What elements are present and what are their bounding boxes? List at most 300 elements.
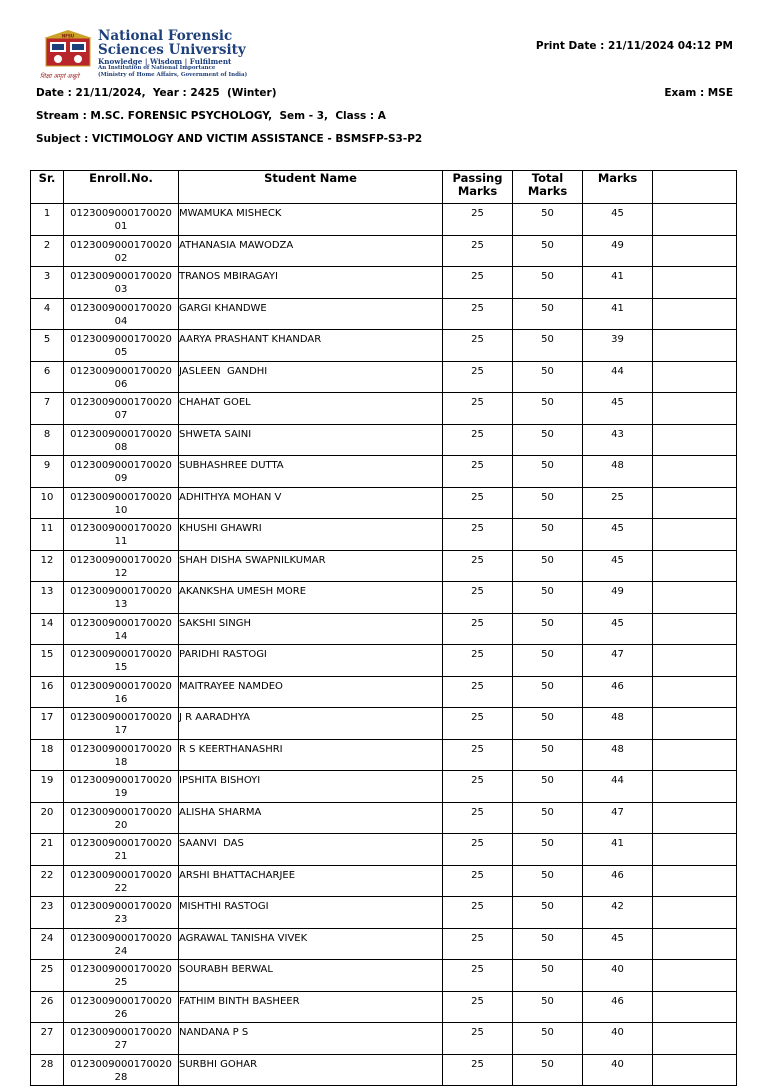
- cell-student-name: MAITRAYEE NAMDEO: [179, 676, 443, 708]
- cell-passing-marks: 25: [443, 708, 513, 740]
- cell-enroll: [64, 865, 179, 897]
- cell-passing-marks: 25: [443, 235, 513, 267]
- cell-total-marks: 50: [513, 960, 583, 992]
- col-header-total-line1: Total: [531, 171, 564, 185]
- cell-marks: 40: [583, 960, 653, 992]
- cell-sr: 15: [31, 645, 64, 677]
- enroll-number-main: 0123009000170020: [70, 806, 172, 818]
- cell-enroll: [64, 897, 179, 929]
- cell-total-marks: 50: [513, 676, 583, 708]
- enroll-number-suffix: 25: [114, 977, 128, 988]
- enroll-number-suffix: 15: [114, 662, 128, 673]
- cell-enroll: [64, 267, 179, 299]
- hindi-motto: शिक्षा अमृतं अश्नुते: [40, 73, 80, 80]
- cell-enroll: [64, 330, 179, 362]
- table-row: [31, 298, 737, 330]
- cell-student-name: CHAHAT GOEL: [179, 393, 443, 425]
- cell-student-name: SUBHASHREE DUTTA: [179, 456, 443, 488]
- university-name-line1: National Forensic: [98, 28, 233, 44]
- stream-line: Stream : M.SC. FORENSIC PSYCHOLOGY, Sem - 3, Class : A: [36, 110, 386, 122]
- table-row: [31, 456, 737, 488]
- cell-student-name: PARIDHI RASTOGI: [179, 645, 443, 677]
- cell-marks: 45: [583, 204, 653, 236]
- cell-passing-marks: 25: [443, 361, 513, 393]
- marks-table: [30, 170, 737, 1086]
- cell-total-marks: 50: [513, 771, 583, 803]
- cell-passing-marks: 25: [443, 519, 513, 551]
- cell-enroll: [64, 1023, 179, 1055]
- cell-total-marks: 50: [513, 330, 583, 362]
- cell-passing-marks: 25: [443, 1054, 513, 1086]
- cell-total-marks: 50: [513, 928, 583, 960]
- col-header-total: [513, 171, 583, 204]
- cell-student-name: SAKSHI SINGH: [179, 613, 443, 645]
- col-header-passing-line2: Marks: [457, 184, 498, 198]
- cell-sr: 9: [31, 456, 64, 488]
- enroll-number-suffix: 13: [114, 599, 128, 610]
- cell-enroll: [64, 960, 179, 992]
- cell-marks: 41: [583, 834, 653, 866]
- table-row: [31, 582, 737, 614]
- table-row: [31, 928, 737, 960]
- cell-passing-marks: 25: [443, 928, 513, 960]
- cell-passing-marks: 25: [443, 582, 513, 614]
- cell-passing-marks: 25: [443, 676, 513, 708]
- enroll-number-suffix: 02: [114, 252, 128, 264]
- cell-enroll: [64, 802, 179, 834]
- cell-extra: [653, 645, 737, 677]
- table-row: [31, 834, 737, 866]
- cell-enroll: [64, 676, 179, 708]
- cell-extra: [653, 393, 737, 425]
- enroll-number-main: 0123009000170020: [70, 995, 172, 1007]
- table-row: [31, 613, 737, 645]
- col-header-sr: Sr.: [31, 171, 64, 204]
- table-row: [31, 708, 737, 740]
- cell-marks: 43: [583, 424, 653, 456]
- cell-marks: 48: [583, 708, 653, 740]
- enroll-number-suffix: 26: [114, 1008, 128, 1020]
- enroll-number-suffix: 05: [114, 347, 128, 358]
- enroll-number-main: 0123009000170020: [70, 1058, 172, 1070]
- enroll-number-suffix: 09: [114, 473, 128, 484]
- cell-enroll: [64, 361, 179, 393]
- cell-total-marks: 50: [513, 613, 583, 645]
- cell-enroll: [64, 928, 179, 960]
- cell-extra: [653, 519, 737, 551]
- cell-marks: 46: [583, 865, 653, 897]
- table-row: [31, 1054, 737, 1086]
- table-row: [31, 802, 737, 834]
- enroll-number-main: 0123009000170020: [70, 586, 172, 597]
- enroll-number-suffix: 21: [114, 851, 128, 862]
- cell-marks: 45: [583, 613, 653, 645]
- cell-extra: [653, 582, 737, 614]
- cell-student-name: MWAMUKA MISHECK: [179, 204, 443, 236]
- cell-marks: 39: [583, 330, 653, 362]
- date-year: Date : 21/11/2024, Year : 2425 (Winter): [36, 87, 277, 99]
- cell-marks: 48: [583, 456, 653, 488]
- cell-extra: [653, 235, 737, 267]
- cell-total-marks: 50: [513, 487, 583, 519]
- cell-student-name: SHAH DISHA SWAPNILKUMAR: [179, 550, 443, 582]
- exam-label: Exam : MSE: [664, 87, 733, 99]
- cell-marks: 44: [583, 361, 653, 393]
- cell-student-name: AKANKSHA UMESH MORE: [179, 582, 443, 614]
- cell-passing-marks: 25: [443, 897, 513, 929]
- cell-sr: 12: [31, 550, 64, 582]
- enroll-number-main: 0123009000170020: [70, 964, 172, 975]
- cell-extra: [653, 1054, 737, 1086]
- cell-student-name: SAANVI DAS: [179, 834, 443, 866]
- cell-enroll: [64, 991, 179, 1023]
- cell-total-marks: 50: [513, 393, 583, 425]
- cell-total-marks: 50: [513, 298, 583, 330]
- cell-marks: 49: [583, 235, 653, 267]
- cell-extra: [653, 456, 737, 488]
- cell-total-marks: 50: [513, 1054, 583, 1086]
- cell-passing-marks: 25: [443, 613, 513, 645]
- cell-student-name: SURBHI GOHAR: [179, 1054, 443, 1086]
- col-header-extra: [653, 171, 737, 204]
- cell-total-marks: 50: [513, 235, 583, 267]
- table-row: [31, 645, 737, 677]
- cell-extra: [653, 897, 737, 929]
- cell-passing-marks: 25: [443, 298, 513, 330]
- table-row: [31, 960, 737, 992]
- cell-passing-marks: 25: [443, 330, 513, 362]
- table-row: [31, 550, 737, 582]
- cell-extra: [653, 330, 737, 362]
- enroll-number-suffix: 28: [114, 1071, 128, 1083]
- enroll-number-main: 0123009000170020: [70, 712, 172, 723]
- enroll-number-suffix: 01: [114, 221, 128, 232]
- cell-extra: [653, 267, 737, 299]
- cell-sr: 7: [31, 393, 64, 425]
- cell-sr: 4: [31, 298, 64, 330]
- cell-extra: [653, 991, 737, 1023]
- enroll-number-suffix: 22: [114, 882, 128, 894]
- university-name: [98, 30, 246, 57]
- cell-extra: [653, 960, 737, 992]
- cell-enroll: [64, 550, 179, 582]
- cell-sr: 24: [31, 928, 64, 960]
- enroll-number-main: 0123009000170020: [70, 680, 172, 692]
- cell-extra: [653, 676, 737, 708]
- enroll-number-suffix: 07: [114, 410, 128, 421]
- cell-passing-marks: 25: [443, 991, 513, 1023]
- cell-marks: 45: [583, 550, 653, 582]
- cell-marks: 48: [583, 739, 653, 771]
- university-logo: [40, 28, 262, 80]
- cell-marks: 45: [583, 928, 653, 960]
- cell-marks: 41: [583, 298, 653, 330]
- cell-enroll: [64, 834, 179, 866]
- enroll-number-suffix: 12: [114, 567, 128, 579]
- col-header-total-line2: Marks: [527, 184, 568, 198]
- table-header-row: [31, 171, 737, 204]
- cell-total-marks: 50: [513, 519, 583, 551]
- cell-extra: [653, 802, 737, 834]
- enroll-number-suffix: 06: [114, 378, 128, 390]
- cell-sr: 17: [31, 708, 64, 740]
- enroll-number-main: 0123009000170020: [70, 397, 172, 408]
- cell-sr: 5: [31, 330, 64, 362]
- cell-enroll: [64, 487, 179, 519]
- table-row: [31, 393, 737, 425]
- cell-sr: 8: [31, 424, 64, 456]
- cell-sr: 10: [31, 487, 64, 519]
- table-row: [31, 739, 737, 771]
- cell-total-marks: 50: [513, 802, 583, 834]
- print-date: Print Date : 21/11/2024 04:12 PM: [535, 40, 733, 52]
- cell-sr: 6: [31, 361, 64, 393]
- enroll-number-main: 0123009000170020: [70, 775, 172, 786]
- cell-total-marks: 50: [513, 582, 583, 614]
- cell-marks: 47: [583, 645, 653, 677]
- cell-sr: 18: [31, 739, 64, 771]
- enroll-number-main: 0123009000170020: [70, 932, 172, 944]
- cell-sr: 1: [31, 204, 64, 236]
- cell-student-name: AARYA PRASHANT KHANDAR: [179, 330, 443, 362]
- cell-sr: 27: [31, 1023, 64, 1055]
- cell-student-name: NANDANA P S: [179, 1023, 443, 1055]
- university-name-line2: Sciences University: [98, 41, 246, 58]
- enroll-number-main: 0123009000170020: [70, 617, 172, 629]
- table-row: [31, 267, 737, 299]
- cell-passing-marks: 25: [443, 487, 513, 519]
- cell-sr: 3: [31, 267, 64, 299]
- cell-marks: 42: [583, 897, 653, 929]
- cell-sr: 23: [31, 897, 64, 929]
- cell-enroll: [64, 204, 179, 236]
- table-row: [31, 771, 737, 803]
- cell-total-marks: 50: [513, 550, 583, 582]
- enroll-number-main: 0123009000170020: [70, 869, 172, 881]
- enroll-number-suffix: 14: [114, 630, 128, 642]
- table-row: [31, 330, 737, 362]
- cell-enroll: [64, 771, 179, 803]
- enroll-number-main: 0123009000170020: [70, 239, 172, 251]
- col-header-name: Student Name: [179, 171, 443, 204]
- cell-marks: 47: [583, 802, 653, 834]
- cell-sr: 16: [31, 676, 64, 708]
- col-header-passing: [443, 171, 513, 204]
- cell-total-marks: 50: [513, 739, 583, 771]
- enroll-number-suffix: 20: [114, 819, 128, 831]
- enroll-number-suffix: 27: [114, 1040, 128, 1051]
- cell-student-name: JASLEEN GANDHI: [179, 361, 443, 393]
- cell-extra: [653, 424, 737, 456]
- cell-sr: 20: [31, 802, 64, 834]
- enroll-number-main: 0123009000170020: [70, 649, 172, 660]
- cell-passing-marks: 25: [443, 960, 513, 992]
- cell-extra: [653, 928, 737, 960]
- enroll-number-main: 0123009000170020: [70, 365, 172, 377]
- cell-enroll: [64, 708, 179, 740]
- institution-note: [98, 65, 247, 78]
- cell-extra: [653, 361, 737, 393]
- cell-enroll: [64, 1054, 179, 1086]
- enroll-number-suffix: 18: [114, 756, 128, 768]
- cell-sr: 13: [31, 582, 64, 614]
- table-body: [31, 204, 737, 1086]
- cell-passing-marks: 25: [443, 865, 513, 897]
- table-row: [31, 519, 737, 551]
- table-row: [31, 1023, 737, 1055]
- enroll-number-suffix: 19: [114, 788, 128, 799]
- cell-student-name: ALISHA SHARMA: [179, 802, 443, 834]
- cell-extra: [653, 1023, 737, 1055]
- cell-total-marks: 50: [513, 645, 583, 677]
- cell-passing-marks: 25: [443, 739, 513, 771]
- cell-enroll: [64, 613, 179, 645]
- cell-extra: [653, 204, 737, 236]
- cell-marks: 45: [583, 519, 653, 551]
- cell-student-name: SOURABH BERWAL: [179, 960, 443, 992]
- cell-extra: [653, 739, 737, 771]
- cell-extra: [653, 550, 737, 582]
- enroll-number-main: 0123009000170020: [70, 334, 172, 345]
- cell-sr: 11: [31, 519, 64, 551]
- emblem-text: NFSU: [61, 33, 75, 39]
- cell-sr: 19: [31, 771, 64, 803]
- cell-student-name: R S KEERTHANASHRI: [179, 739, 443, 771]
- cell-sr: 14: [31, 613, 64, 645]
- enroll-number-main: 0123009000170020: [70, 554, 172, 566]
- cell-sr: 25: [31, 960, 64, 992]
- cell-passing-marks: 25: [443, 204, 513, 236]
- table-row: [31, 487, 737, 519]
- institution-line1: An Institution of National Importance: [98, 65, 216, 71]
- cell-total-marks: 50: [513, 424, 583, 456]
- cell-total-marks: 50: [513, 865, 583, 897]
- enroll-number-main: 0123009000170020: [70, 208, 172, 219]
- enroll-number-suffix: 17: [114, 725, 128, 736]
- table-row: [31, 424, 737, 456]
- enroll-number-suffix: 23: [114, 914, 128, 925]
- cell-enroll: [64, 393, 179, 425]
- cell-passing-marks: 25: [443, 802, 513, 834]
- enroll-number-main: 0123009000170020: [70, 460, 172, 471]
- cell-student-name: KHUSHI GHAWRI: [179, 519, 443, 551]
- enroll-number-suffix: 04: [114, 315, 128, 327]
- institution-line2: (Ministry of Home Affairs, Government of India): [98, 71, 248, 78]
- cell-extra: [653, 487, 737, 519]
- cell-passing-marks: 25: [443, 834, 513, 866]
- cell-enroll: [64, 739, 179, 771]
- table-row: [31, 361, 737, 393]
- cell-sr: 28: [31, 1054, 64, 1086]
- enroll-number-main: 0123009000170020: [70, 1027, 172, 1038]
- col-header-marks: Marks: [583, 171, 653, 204]
- cell-student-name: ARSHI BHATTACHARJEE: [179, 865, 443, 897]
- cell-student-name: FATHIM BINTH BASHEER: [179, 991, 443, 1023]
- cell-enroll: [64, 582, 179, 614]
- cell-enroll: [64, 519, 179, 551]
- cell-marks: 41: [583, 267, 653, 299]
- cell-passing-marks: 25: [443, 1023, 513, 1055]
- cell-marks: 46: [583, 991, 653, 1023]
- cell-enroll: [64, 424, 179, 456]
- enroll-number-suffix: 24: [114, 945, 128, 957]
- cell-passing-marks: 25: [443, 550, 513, 582]
- cell-marks: 49: [583, 582, 653, 614]
- cell-passing-marks: 25: [443, 645, 513, 677]
- enroll-number-main: 0123009000170020: [70, 838, 172, 849]
- enroll-number-main: 0123009000170020: [70, 491, 172, 503]
- table-row: [31, 235, 737, 267]
- cell-sr: 22: [31, 865, 64, 897]
- enroll-number-suffix: 11: [114, 536, 128, 547]
- cell-enroll: [64, 456, 179, 488]
- table-row: [31, 865, 737, 897]
- table-row: [31, 676, 737, 708]
- cell-total-marks: 50: [513, 267, 583, 299]
- cell-extra: [653, 771, 737, 803]
- cell-marks: 40: [583, 1023, 653, 1055]
- cell-total-marks: 50: [513, 204, 583, 236]
- enroll-number-suffix: 10: [114, 504, 128, 516]
- cell-student-name: MISHTHI RASTOGI: [179, 897, 443, 929]
- table-row: [31, 897, 737, 929]
- enroll-number-main: 0123009000170020: [70, 523, 172, 534]
- enroll-number-suffix: 08: [114, 441, 128, 453]
- cell-passing-marks: 25: [443, 267, 513, 299]
- cell-total-marks: 50: [513, 834, 583, 866]
- cell-passing-marks: 25: [443, 771, 513, 803]
- cell-enroll: [64, 235, 179, 267]
- cell-enroll: [64, 298, 179, 330]
- cell-student-name: TRANOS MBIRAGAYI: [179, 267, 443, 299]
- cell-passing-marks: 25: [443, 456, 513, 488]
- col-header-enroll: Enroll.No.: [64, 171, 179, 204]
- cell-student-name: ATHANASIA MAWODZA: [179, 235, 443, 267]
- cell-marks: 44: [583, 771, 653, 803]
- cell-sr: 21: [31, 834, 64, 866]
- col-header-passing-line1: Passing: [452, 171, 503, 185]
- cell-extra: [653, 834, 737, 866]
- enroll-number-main: 0123009000170020: [70, 271, 172, 282]
- enroll-number-suffix: 03: [114, 284, 128, 295]
- cell-student-name: ADHITHYA MOHAN V: [179, 487, 443, 519]
- cell-total-marks: 50: [513, 456, 583, 488]
- cell-marks: 46: [583, 676, 653, 708]
- cell-total-marks: 50: [513, 708, 583, 740]
- cell-extra: [653, 613, 737, 645]
- table-row: [31, 204, 737, 236]
- cell-sr: 26: [31, 991, 64, 1023]
- cell-student-name: SHWETA SAINI: [179, 424, 443, 456]
- cell-extra: [653, 865, 737, 897]
- cell-marks: 40: [583, 1054, 653, 1086]
- subject-line: Subject : VICTIMOLOGY AND VICTIM ASSISTANCE - BSMSFP-S3-P2: [36, 133, 423, 145]
- cell-passing-marks: 25: [443, 424, 513, 456]
- cell-total-marks: 50: [513, 991, 583, 1023]
- cell-total-marks: 50: [513, 897, 583, 929]
- cell-total-marks: 50: [513, 1023, 583, 1055]
- cell-marks: 25: [583, 487, 653, 519]
- enroll-number-main: 0123009000170020: [70, 743, 172, 755]
- enroll-number-main: 0123009000170020: [70, 428, 172, 440]
- cell-student-name: IPSHITA BISHOYI: [179, 771, 443, 803]
- cell-marks: 45: [583, 393, 653, 425]
- cell-total-marks: 50: [513, 361, 583, 393]
- cell-passing-marks: 25: [443, 393, 513, 425]
- cell-extra: [653, 298, 737, 330]
- cell-student-name: GARGI KHANDWE: [179, 298, 443, 330]
- cell-extra: [653, 708, 737, 740]
